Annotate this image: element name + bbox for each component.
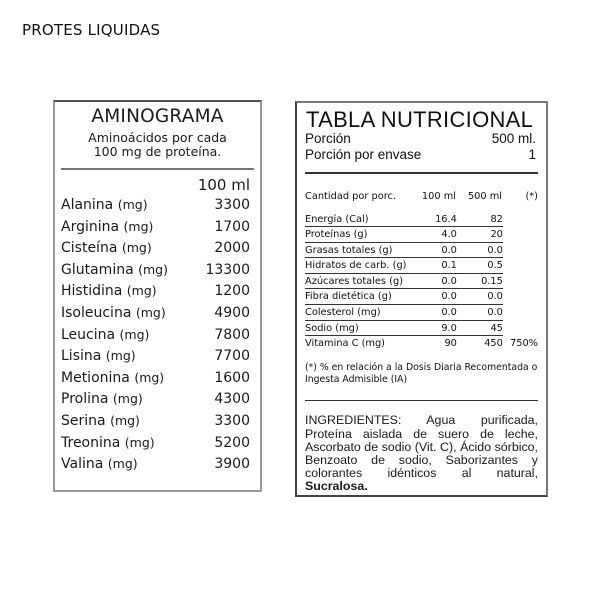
subtitle-line: 100 mg de proteína. [93, 144, 222, 159]
table-row: Cisteína (mg) 2000 [61, 240, 250, 257]
column-header: 100 ml [197, 176, 250, 194]
nutrition-panel [295, 101, 548, 497]
portion-value: 500 ml. [491, 131, 536, 146]
table-row: Lisina (mg) 7700 [61, 348, 250, 365]
table-row: Glutamina (mg) 13300 [61, 261, 250, 278]
table-row: Vitamina C (mg) 90 450 750% [305, 338, 538, 350]
divider [61, 168, 254, 170]
nutrition-rows [297, 212, 546, 352]
divider [305, 400, 538, 402]
ingredients-bold: Sucralosa. [305, 479, 368, 494]
page-title: PROTES LIQUIDAS [22, 21, 161, 39]
table-row: Grasas totales (g) 0.0 0.0 [297, 243, 546, 259]
per-container-value: 1 [528, 147, 536, 162]
portion-row [297, 131, 546, 147]
aminograma-title: AMINOGRAMA [91, 106, 224, 127]
portion-label: Porción [305, 131, 351, 146]
table-row: Serina (mg) 3300 [61, 412, 250, 429]
table-row: Metionina (mg) 1600 [61, 369, 250, 386]
ingredients-text: INGREDIENTES: Agua purificada, Proteína aislada de suero de leche, Ascorbato de sodio (Vit. C), Ácido sórbico, Benzoato de sodio, Saborizantes y colorantes idénticos al natural, Sucralosa. [305, 413, 538, 494]
table-row: Colesterol (mg) 0.0 0.0 [297, 305, 546, 321]
nutrition-title: TABLA NUTRICIONAL [306, 107, 534, 132]
nutrition-header: Cantidad por porc. 100 ml 500 ml (*) [305, 190, 538, 202]
footnote: (*) % en relación a la Dosis Diaria Recomentada o Ingesta Admisible (IA) [305, 361, 538, 386]
table-row: Fibra dietética (g) 0.0 0.0 [297, 289, 546, 305]
table-row: Proteínas (g) 4.0 20 [297, 227, 546, 243]
table-row: Arginina (mg) 1700 [61, 218, 250, 235]
table-row: Prolina (mg) 4300 [61, 391, 250, 408]
table-row: Treonina (mg) 5200 [61, 434, 250, 451]
table-row: Energía (Cal) 16.4 82 [297, 212, 546, 228]
aminograma-panel [53, 100, 262, 492]
table-row: Leucina (mg) 7800 [61, 326, 250, 343]
table-row: Histidina (mg) 1200 [61, 283, 250, 300]
per-container-row [297, 147, 546, 163]
table-row: Hidratos de carb. (g) 0.1 0.5 [297, 258, 546, 274]
table-row: Azúcares totales (g) 0.0 0.15 [297, 274, 546, 290]
table-row: Valina (mg) 3900 [61, 456, 250, 473]
aminograma-subtitle [55, 131, 260, 159]
table-row: Isoleucina (mg) 4900 [61, 304, 250, 321]
divider [305, 172, 538, 174]
per-container-label: Porción por envase [305, 147, 422, 162]
table-row: Sodio (mg) 9.0 45 [297, 321, 546, 337]
subtitle-line: Aminoácidos por cada [88, 130, 227, 145]
aminograma-rows [55, 197, 260, 478]
table-row: Alanina (mg) 3300 [61, 197, 250, 213]
